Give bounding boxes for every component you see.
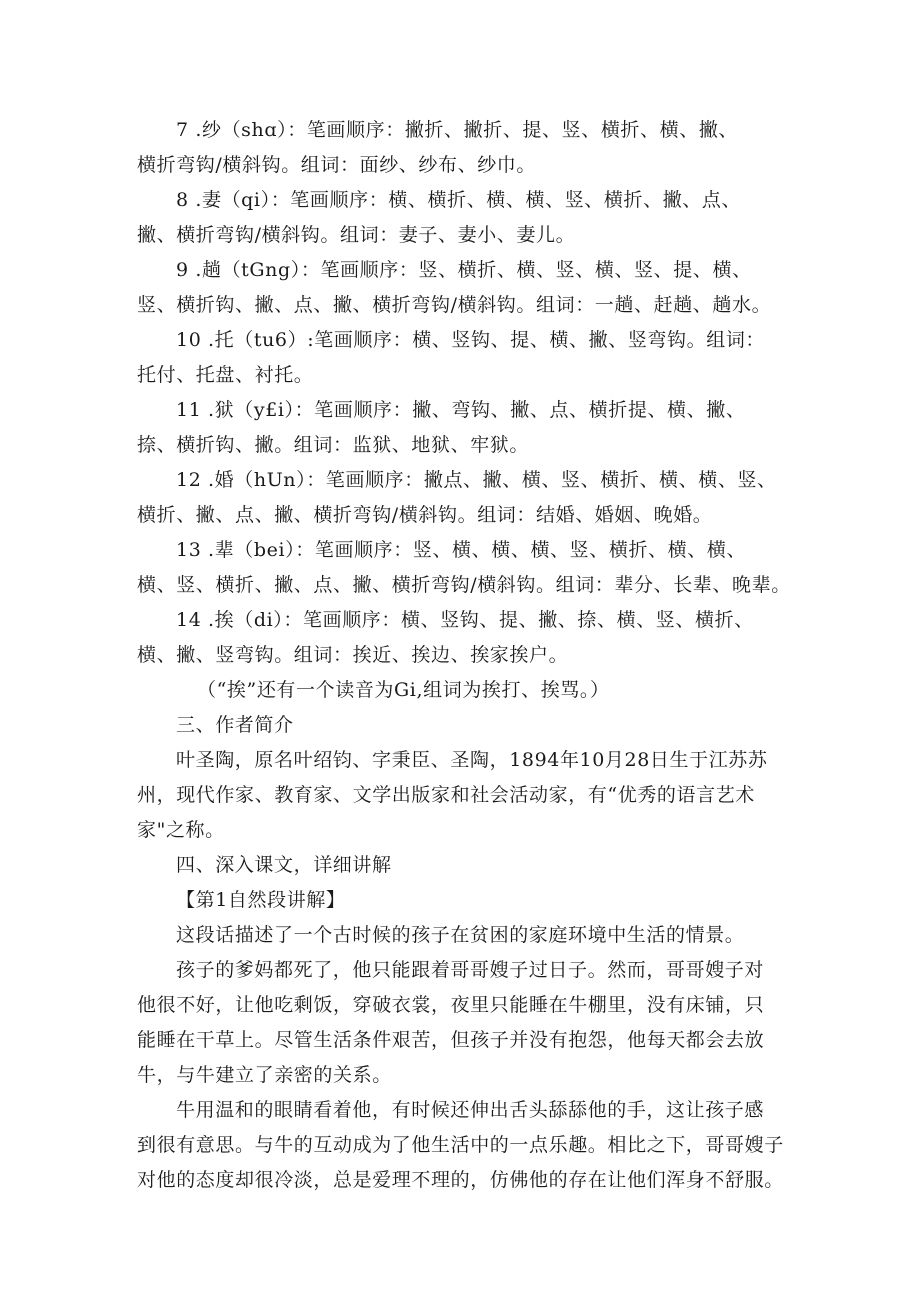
item-9-line-1: 9 .趟（tGng）：笔画顺序：竖、横折、横、竖、横、竖、提、横、: [176, 259, 752, 281]
item-11-line-2: 捺、横折钩、撇。组词：监狱、地狱、牢狱。: [137, 434, 530, 456]
explanation-2-line-3: 对他的态度却很冷淡，总是爱理不理的，仿佛他的存在让他们浑身不舒服。: [137, 1169, 784, 1191]
pronunciation-note: （“挨”还有一个读音为Gi,组词为挨打、挨骂。）: [197, 679, 610, 701]
item-10-line-2: 托付、托盘、衬托。: [137, 364, 314, 386]
item-12-line-2: 横折、撇、点、撇、横折弯钩/横斜钩。组词：结婚、婚姻、晚婚。: [137, 504, 713, 526]
explanation-2-line-1: 牛用温和的眼睛看着他，有时候还伸出舌头舔舔他的手，这让孩子感: [176, 1099, 765, 1121]
explanation-2-line-2: 到很有意思。与牛的互动成为了他生活中的一点乐趣。相比之下，哥哥嫂子: [137, 1134, 784, 1156]
explanation-1-line-2: 他很不好，让他吃剩饭，穿破衣裳，夜里只能睡在牛棚里，没有床铺，只: [137, 994, 765, 1016]
item-13-line-1: 13 .辈（bei）：笔画顺序：竖、横、横、横、竖、横折、横、横、: [176, 539, 747, 561]
summary-line: 这段话描述了一个古时候的孩子在贫困的家庭环境中生活的情景。: [176, 924, 745, 946]
explanation-1-line-4: 牛，与牛建立了亲密的关系。: [137, 1064, 392, 1086]
item-11-line-1: 11 .狱（y£i）：笔画顺序：撇、弯钩、撇、点、横折提、横、撇、: [176, 399, 746, 421]
section-heading-author: 三、作者简介: [176, 714, 294, 736]
author-bio-line-2: 州，现代作家、教育家、文学出版家和社会活动家，有“优秀的语言艺术: [137, 784, 755, 806]
item-8-line-1: 8 .妻（qi）：笔画顺序：横、横折、横、横、竖、横折、撇、点、: [176, 189, 742, 211]
item-7-line-2: 横折弯钩/横斜钩。组词：面纱、纱布、纱巾。: [137, 154, 537, 176]
item-14-line-2: 横、撇、竖弯钩。组词：挨近、挨边、挨家挨户。: [137, 644, 569, 666]
author-bio-line-1: 叶圣陶，原名叶绍钧、字秉臣、圣陶，1894年10月28日生于江苏苏: [176, 749, 768, 771]
item-10-line-1: 10 .托（tu6）:笔画顺序：横、竖钩、提、横、撇、竖弯钩。组词：: [176, 329, 766, 351]
item-13-line-2: 横、竖、横折、撇、点、撇、横折弯钩/横斜钩。组词：辈分、长辈、晚辈。: [137, 574, 791, 596]
item-14-line-1: 14 .挨（di）：笔画顺序：横、竖钩、提、撇、捺、横、竖、横折、: [176, 609, 754, 631]
author-bio-line-3: 家"之称。: [137, 819, 225, 841]
explanation-1-line-3: 能睡在干草上。尽管生活条件艰苦，但孩子并没有抱怨，他每天都会去放: [137, 1029, 765, 1051]
section-heading-lesson: 四、深入课文，详细讲解: [176, 854, 392, 876]
item-7-line-1: 7 .纱（shɑ）：笔画顺序：撇折、撇折、提、竖、横折、横、撇、: [176, 119, 739, 141]
item-12-line-1: 12 .婚（hUn）：笔画顺序：撇点、撇、横、竖、横折、横、横、竖、: [176, 469, 777, 491]
paragraph-1-heading: 【第1自然段讲解】: [176, 889, 346, 911]
item-8-line-2: 撇、横折弯钩/横斜钩。组词：妻子、妻小、妻儿。: [137, 224, 576, 246]
item-9-line-2: 竖、横折钩、撇、点、撇、横折弯钩/横斜钩。组词：一趟、赶趟、趟水。: [137, 294, 772, 316]
explanation-1-line-1: 孩子的爹妈都死了，他只能跟着哥哥嫂子过日子。然而，哥哥嫂子对: [176, 959, 765, 981]
